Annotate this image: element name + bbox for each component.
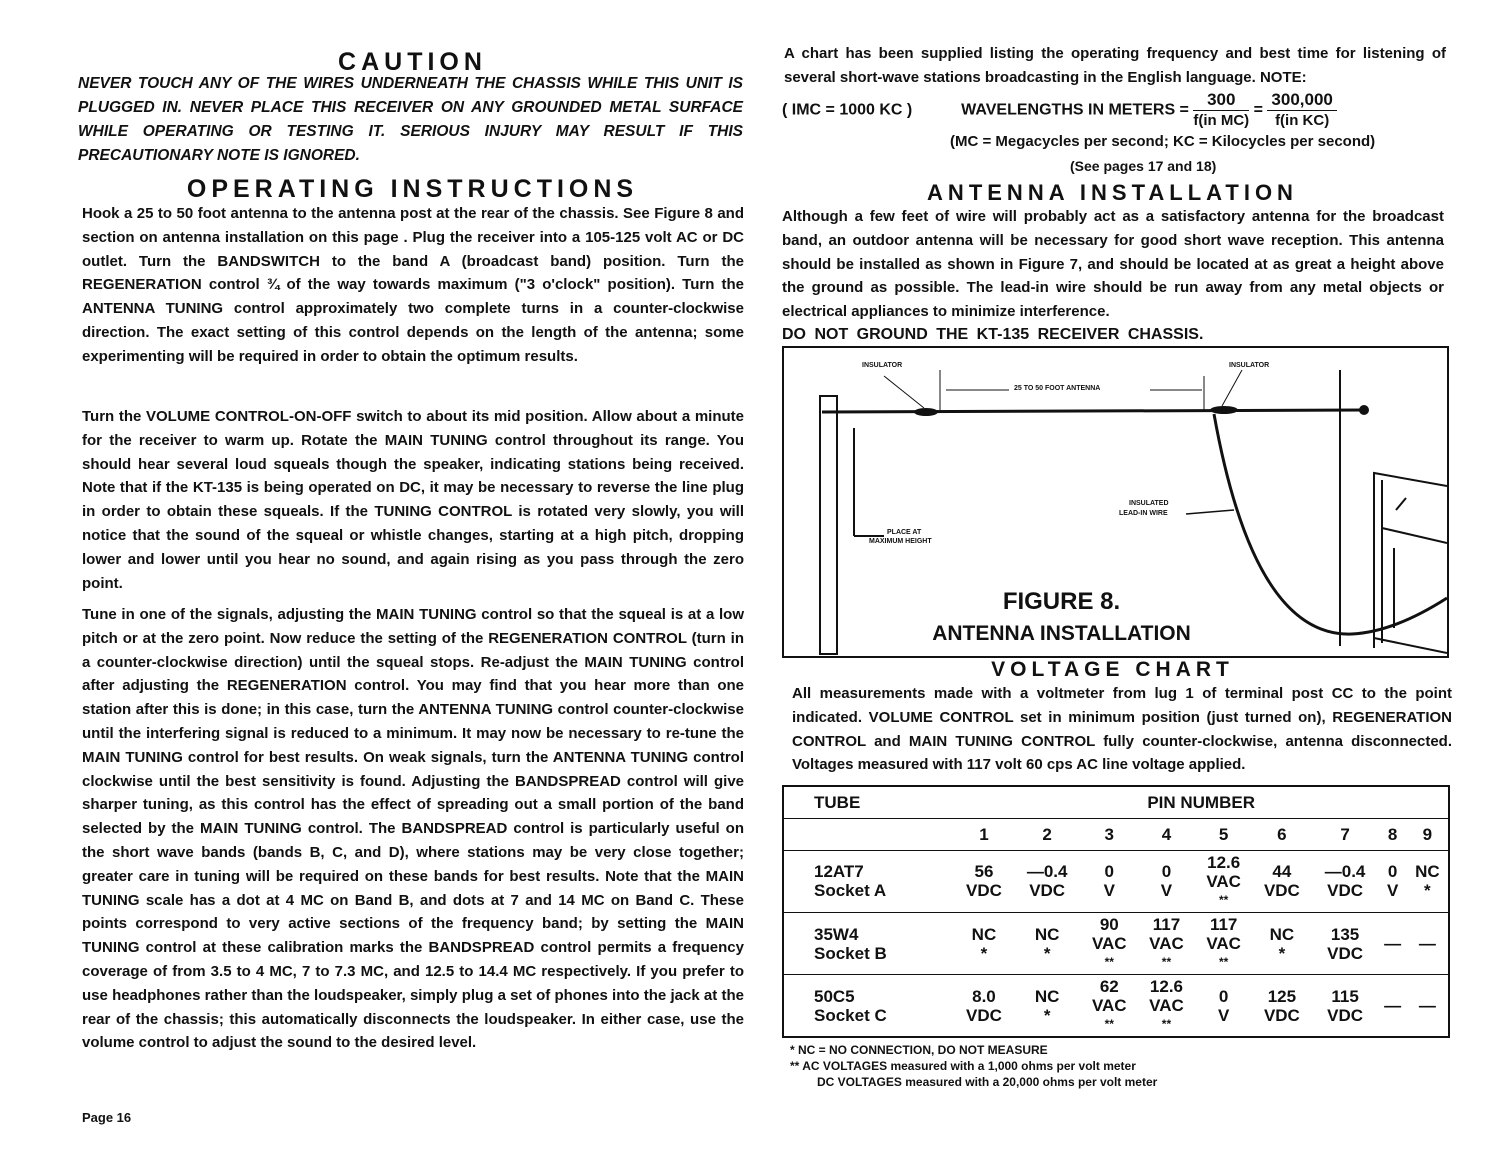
value: 0 bbox=[1104, 862, 1115, 882]
unit: VAC bbox=[1149, 934, 1184, 954]
voltage-cell bbox=[1014, 975, 1081, 1037]
unit: VAC bbox=[1091, 996, 1127, 1016]
voltage-cell bbox=[1081, 850, 1138, 912]
value: 56 bbox=[974, 862, 994, 882]
value: 90 bbox=[1099, 915, 1119, 935]
tube-tube: 35W4 bbox=[814, 924, 859, 944]
value: 0 bbox=[1161, 862, 1172, 882]
voltage-cell bbox=[1407, 913, 1449, 975]
antenna-title: ANTENNA INSTALLATION bbox=[927, 180, 1298, 205]
insulator-right-label: INSULATOR bbox=[1229, 362, 1270, 369]
tube-cell bbox=[783, 850, 954, 912]
tube-socket: Socket B bbox=[814, 943, 887, 963]
marker: ** bbox=[1218, 892, 1229, 907]
pin-number: 7 bbox=[1340, 824, 1350, 844]
leadin-label-1: INSULATED bbox=[1129, 500, 1169, 507]
voltage-cell bbox=[1195, 975, 1252, 1037]
unit: V bbox=[1217, 1005, 1230, 1025]
numerator-2: 300,000 bbox=[1267, 90, 1336, 111]
unit: VDC bbox=[1327, 881, 1364, 901]
unit: * bbox=[1424, 881, 1431, 901]
voltage-cell bbox=[1014, 850, 1081, 912]
pin-number: 6 bbox=[1277, 824, 1287, 844]
unit: VAC bbox=[1149, 996, 1184, 1016]
pin-header: PIN NUMBER bbox=[1147, 792, 1255, 812]
value: —0.4 bbox=[1324, 862, 1366, 882]
operating-para-3: Tune in one of the signals, adjusting the MAIN TUNING control so that the squeal is at a low pitch or at the zero point. Now reduce the setting of the REGENERATION CONTROL (turn in a counter-clockwise direction) until the squeal stops. Re-adjust the MAIN TUNING control after adjusting the REGENERATION control. You may find that you hear more than one station after this is done; in this case, turn the ANTENNA TUNING control counter-clockwise until the interfering signal is reduced to a minimum. It may now be necessary to re-tune the MAIN TUNING control for best results. On weak signals, turn the ANTENNA TUNING control clockwise until the best sensitivity is found. Adjusting the BANDSPREAD control will give sharper tuning, as this control has the effect of spreading out a small portion of the band selected by the MAIN TUNING control. The BANDSPREAD control is particularly useful on the short wave bands (bands B, C, and D), where stations may be very close together; greater care in tuning will be required on these bands for best results. Note that the MAIN TUNING scale has a dot at 4 MC on Band B, and dots at 7 and 14 MC on Band C. These points correspond to very active sections of the frequency band; by setting the MAIN TUNING control at these calibration marks the BANDSPREAD control permits a frequency coverage of from 3.5 to 4 MC, 7 to 7.3 MC, and 12.5 to 14.4 MC respectively. If you prefer to use headphones rather than the loudspeaker, simply plug a set of phones into the jack at the rear of the chassis; this automatically disconnects the loudspeaker. In either case, use the volume control to adjust the sound to the desired level. bbox=[82, 606, 744, 1052]
figure-caption-1: FIGURE 8. bbox=[1002, 588, 1121, 615]
voltage-cell bbox=[1195, 850, 1252, 912]
voltage-cell bbox=[1252, 913, 1311, 975]
table-row bbox=[783, 913, 1449, 975]
antenna-wire bbox=[822, 410, 1364, 412]
insulator-left-label: INSULATOR bbox=[862, 362, 903, 369]
place-label-2: MAXIMUM HEIGHT bbox=[869, 538, 932, 545]
footnote-dc: DC VOLTAGES measured with a 20,000 ohms per volt meter bbox=[817, 1075, 1158, 1089]
leadin-label-2: LEAD-IN WIRE bbox=[1119, 510, 1168, 517]
wavelength-formula bbox=[782, 90, 1442, 131]
tube-cell bbox=[783, 913, 954, 975]
antenna-warning: DO NOT GROUND THE KT-135 RECEIVER CHASSIS. bbox=[782, 326, 1204, 343]
see-pages: (See pages 17 and 18) bbox=[1070, 158, 1217, 174]
equals: = bbox=[1253, 101, 1263, 119]
caution-text: NEVER TOUCH ANY OF THE WIRES UNDERNEATH THE CHASSIS WHILE THIS UNIT IS PLUGGED IN. NEVER PLACE THIS RECEIVER ON ANY GROUNDED METAL SURFACE WHILE OPERATING OR TESTING IT. SERIOUS INJURY MAY RESULT IF THIS PRECAUTIONARY NOTE IS IGNORED. bbox=[78, 75, 743, 164]
unit: VDC bbox=[1029, 881, 1066, 901]
voltage-cell bbox=[1138, 913, 1195, 975]
footnote-ac: ** AC VOLTAGES measured with a 1,000 ohms per volt meter bbox=[790, 1059, 1136, 1073]
left-insulator bbox=[914, 408, 938, 416]
tube-socket: Socket A bbox=[814, 881, 887, 901]
tube-tube: 12AT7 bbox=[814, 862, 864, 882]
value: NC bbox=[1034, 986, 1060, 1006]
denominator-1: f(in MC) bbox=[1193, 112, 1250, 129]
voltage-cell bbox=[1252, 975, 1311, 1037]
value: NC bbox=[1034, 924, 1060, 944]
voltage-title: VOLTAGE CHART bbox=[991, 658, 1234, 681]
pin-number: 5 bbox=[1218, 824, 1229, 844]
antenna-text: Although a few feet of wire will probably act as a satisfactory antenna for the broadcast band, an outdoor antenna will be necessary for good short wave reception. This antenna should be installed as shown in Figure 7, and should be located at as great a height above the ground as possible. The lead-in wire should be run away from any metal objects or electrical appliances to minimize interference. bbox=[782, 208, 1444, 321]
table-row bbox=[783, 850, 1449, 912]
voltage-cell bbox=[1081, 975, 1138, 1037]
value: —0.4 bbox=[1026, 862, 1068, 882]
value: 44 bbox=[1272, 862, 1292, 882]
footnote-nc: * NC = NO CONNECTION, DO NOT MEASURE bbox=[790, 1043, 1048, 1057]
value: 115 bbox=[1331, 986, 1359, 1006]
page-number: Page 16 bbox=[82, 1110, 132, 1125]
numerator-1: 300 bbox=[1193, 90, 1249, 111]
unit: VAC bbox=[1091, 934, 1127, 954]
pin-number: 9 bbox=[1422, 824, 1433, 844]
voltage-cell bbox=[1138, 975, 1195, 1037]
pin-number: 8 bbox=[1387, 824, 1398, 844]
value: 12.6 bbox=[1149, 977, 1184, 997]
voltage-cell bbox=[1379, 975, 1407, 1037]
marker: ** bbox=[1218, 955, 1229, 970]
tube-socket: Socket C bbox=[814, 1005, 887, 1025]
value: 0 bbox=[1387, 862, 1398, 882]
voltage-cell bbox=[1379, 850, 1407, 912]
value: 117 bbox=[1152, 915, 1181, 935]
unit: VDC bbox=[1263, 881, 1300, 901]
unit: * bbox=[980, 943, 988, 963]
value: 8.0 bbox=[972, 986, 996, 1006]
pin-number: 3 bbox=[1104, 824, 1115, 844]
value: NC bbox=[971, 924, 997, 944]
value: — bbox=[1418, 934, 1436, 954]
chart-note: A chart has been supplied listing the operating frequency and best time for listening of several short-wave stations broadcasting in the English language. NOTE: bbox=[784, 45, 1446, 86]
right-insulator bbox=[1210, 406, 1238, 414]
pin-number: 2 bbox=[1042, 824, 1052, 844]
value: — bbox=[1384, 934, 1402, 954]
unit: VDC bbox=[1327, 1005, 1364, 1025]
value: 62 bbox=[1099, 977, 1119, 997]
voltage-cell bbox=[954, 975, 1013, 1037]
mc-definition: (MC = Megacycles per second; KC = Kilocycles per second) bbox=[950, 133, 1376, 150]
voltage-cell bbox=[1312, 913, 1379, 975]
tube-tube: 50C5 bbox=[814, 986, 855, 1006]
value: 125 bbox=[1267, 986, 1297, 1006]
value: 117 bbox=[1209, 915, 1238, 935]
voltage-table bbox=[782, 785, 1450, 1038]
window bbox=[1374, 473, 1447, 653]
voltage-cell bbox=[1407, 850, 1449, 912]
voltage-cell bbox=[1252, 850, 1311, 912]
operating-title: OPERATING INSTRUCTIONS bbox=[186, 175, 639, 203]
value: NC bbox=[1269, 924, 1295, 944]
marker: ** bbox=[1161, 955, 1172, 970]
value: — bbox=[1384, 996, 1402, 1016]
operating-para-1: Hook a 25 to 50 foot antenna to the antenna post at the rear of the chassis. See Figure 8 and section on antenna installation on this page . Plug the receiver into a 105-125 volt AC or DC outlet. Turn the BANDSWITCH to the band A (broadcast band) position. Turn the REGENERATION control ¾ of the way towards maximum ("3 o'clock" position). Turn the ANTENNA TUNING control approximately two complete turns in a counter-clockwise direction. The exact setting of this control depends on the length of the antenna; some experimenting will be required in order to obtain the optimum results. bbox=[82, 205, 744, 365]
value: — bbox=[1418, 996, 1436, 1016]
place-label-1: PLACE AT bbox=[887, 529, 922, 536]
pin-number: 1 bbox=[979, 824, 989, 844]
unit: VDC bbox=[966, 881, 1002, 901]
marker: ** bbox=[1104, 1017, 1114, 1032]
voltage-cell bbox=[1312, 975, 1379, 1037]
unit: * bbox=[1043, 1005, 1051, 1025]
unit: V bbox=[1386, 881, 1399, 901]
figure-caption-2: ANTENNA INSTALLATION bbox=[932, 622, 1191, 645]
span-label: 25 TO 50 FOOT ANTENNA bbox=[1014, 385, 1101, 392]
voltage-cell bbox=[1195, 913, 1252, 975]
voltage-cell bbox=[1312, 850, 1379, 912]
caution-title: CAUTION bbox=[338, 48, 487, 76]
operating-para-2: Turn the VOLUME CONTROL-ON-OFF switch to about its mid position. Allow about a minute for the receiver to warm up. Rotate the MAIN TUNING control throughout its range. You should hear several loud squeals though the speaker, indicating stations being received. Note that if the KT-135 is being operated on DC, it may be necessary to reverse the line plug in order to obtain these squeals. If the TUNING CONTROL is rotated very slowly, you will notice that the sound of the squeal or whistle changes, starting at a high pitch, dropping lower and lower until you hear no sound, and again rising as you pass through the zero point. bbox=[82, 408, 744, 592]
voltage-cell bbox=[954, 913, 1013, 975]
unit: VAC bbox=[1206, 934, 1241, 954]
value: 135 bbox=[1330, 924, 1360, 944]
unit: VDC bbox=[1327, 943, 1364, 963]
unit: VDC bbox=[1263, 1005, 1300, 1025]
value: NC bbox=[1415, 862, 1440, 882]
voltage-cell bbox=[1379, 913, 1407, 975]
voltage-text: All measurements made with a voltmeter from lug 1 of terminal post CC to the point indicated. VOLUME CONTROL set in minimum position (just turned on), REGENERATION CONTROL and MAIN TUNING CONTROL fully counter-clockwise, antenna disconnected. Voltages measured with 117 volt 60 cps AC line voltage applied. bbox=[792, 685, 1452, 774]
value: 0 bbox=[1218, 986, 1229, 1006]
denominator-2: f(in KC) bbox=[1275, 112, 1330, 129]
pin-number: 4 bbox=[1161, 824, 1172, 844]
voltage-cell bbox=[1014, 913, 1081, 975]
unit: VDC bbox=[966, 1005, 1002, 1025]
formula-label: WAVELENGTHS IN METERS = bbox=[961, 101, 1189, 119]
voltage-cell bbox=[1081, 913, 1138, 975]
marker: ** bbox=[1104, 955, 1114, 970]
mc-equivalence: ( IMC = 1000 KC ) bbox=[782, 101, 913, 119]
tube-cell bbox=[783, 975, 954, 1037]
voltage-cell bbox=[954, 850, 1013, 912]
unit: * bbox=[1278, 943, 1286, 963]
unit: V bbox=[1160, 881, 1173, 901]
figure-8 bbox=[782, 346, 1449, 658]
unit: V bbox=[1103, 881, 1115, 901]
unit: * bbox=[1043, 943, 1051, 963]
unit: VAC bbox=[1206, 871, 1241, 891]
marker: ** bbox=[1161, 1017, 1172, 1032]
table-row bbox=[783, 975, 1449, 1037]
tube-header: TUBE bbox=[814, 792, 861, 812]
value: 12.6 bbox=[1207, 852, 1241, 872]
voltage-cell bbox=[1407, 975, 1449, 1037]
voltage-cell bbox=[1138, 850, 1195, 912]
